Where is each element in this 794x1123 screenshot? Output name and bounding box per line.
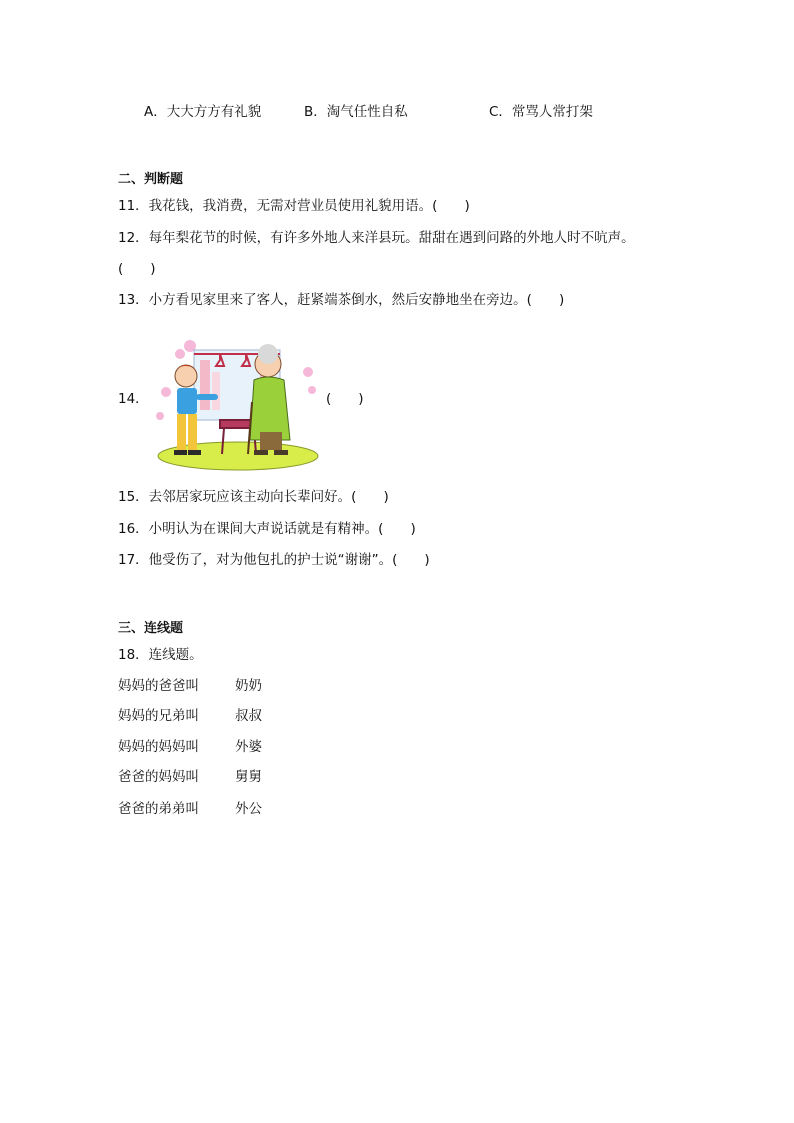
- match-right-item: 外公: [235, 801, 262, 817]
- question-14-paren: ( ): [326, 391, 364, 407]
- match-right-item: 舅舅: [235, 769, 262, 785]
- question-17: 17．他受伤了，对为他包扎的护士说“谢谢”。( ): [118, 552, 430, 568]
- match-left-item: 妈妈的妈妈叫: [118, 739, 199, 755]
- match-right-item: 奶奶: [235, 678, 262, 694]
- question-12: 12．每年梨花节的时候，有许多外地人来洋县玩。甜甜在遇到问路的外地人时不吭声。: [118, 230, 635, 246]
- option-c: C．常骂人常打架: [489, 104, 593, 120]
- question-11: 11．我花钱，我消费，无需对营业员使用礼貌用语。( ): [118, 198, 470, 214]
- match-left-item: 妈妈的兄弟叫: [118, 708, 199, 724]
- match-left-item: 爸爸的弟弟叫: [118, 801, 199, 817]
- section-title-judgement: 二、判断题: [118, 172, 184, 187]
- match-left-item: 妈妈的爸爸叫: [118, 678, 199, 694]
- question-12-paren: ( ): [118, 261, 156, 277]
- question-16: 16．小明认为在课间大声说话就是有精神。( ): [118, 521, 416, 537]
- question-13: 13．小方看见家里来了客人，赶紧端茶倒水，然后安静地坐在旁边。( ): [118, 292, 565, 308]
- option-a: A．大大方方有礼貌: [144, 104, 262, 120]
- question-14-number: 14．: [118, 391, 149, 407]
- seat-offering-illustration: [150, 332, 326, 472]
- match-left-item: 爸爸的妈妈叫: [118, 769, 199, 785]
- question-18: 18．连线题。: [118, 647, 203, 663]
- match-right-item: 叔叔: [235, 708, 262, 724]
- option-b: B．淘气任性自私: [304, 104, 408, 120]
- question-15: 15．去邻居家玩应该主动向长辈问好。( ): [118, 489, 389, 505]
- match-right-item: 外婆: [235, 739, 262, 755]
- section-title-matching: 三、连线题: [118, 621, 184, 636]
